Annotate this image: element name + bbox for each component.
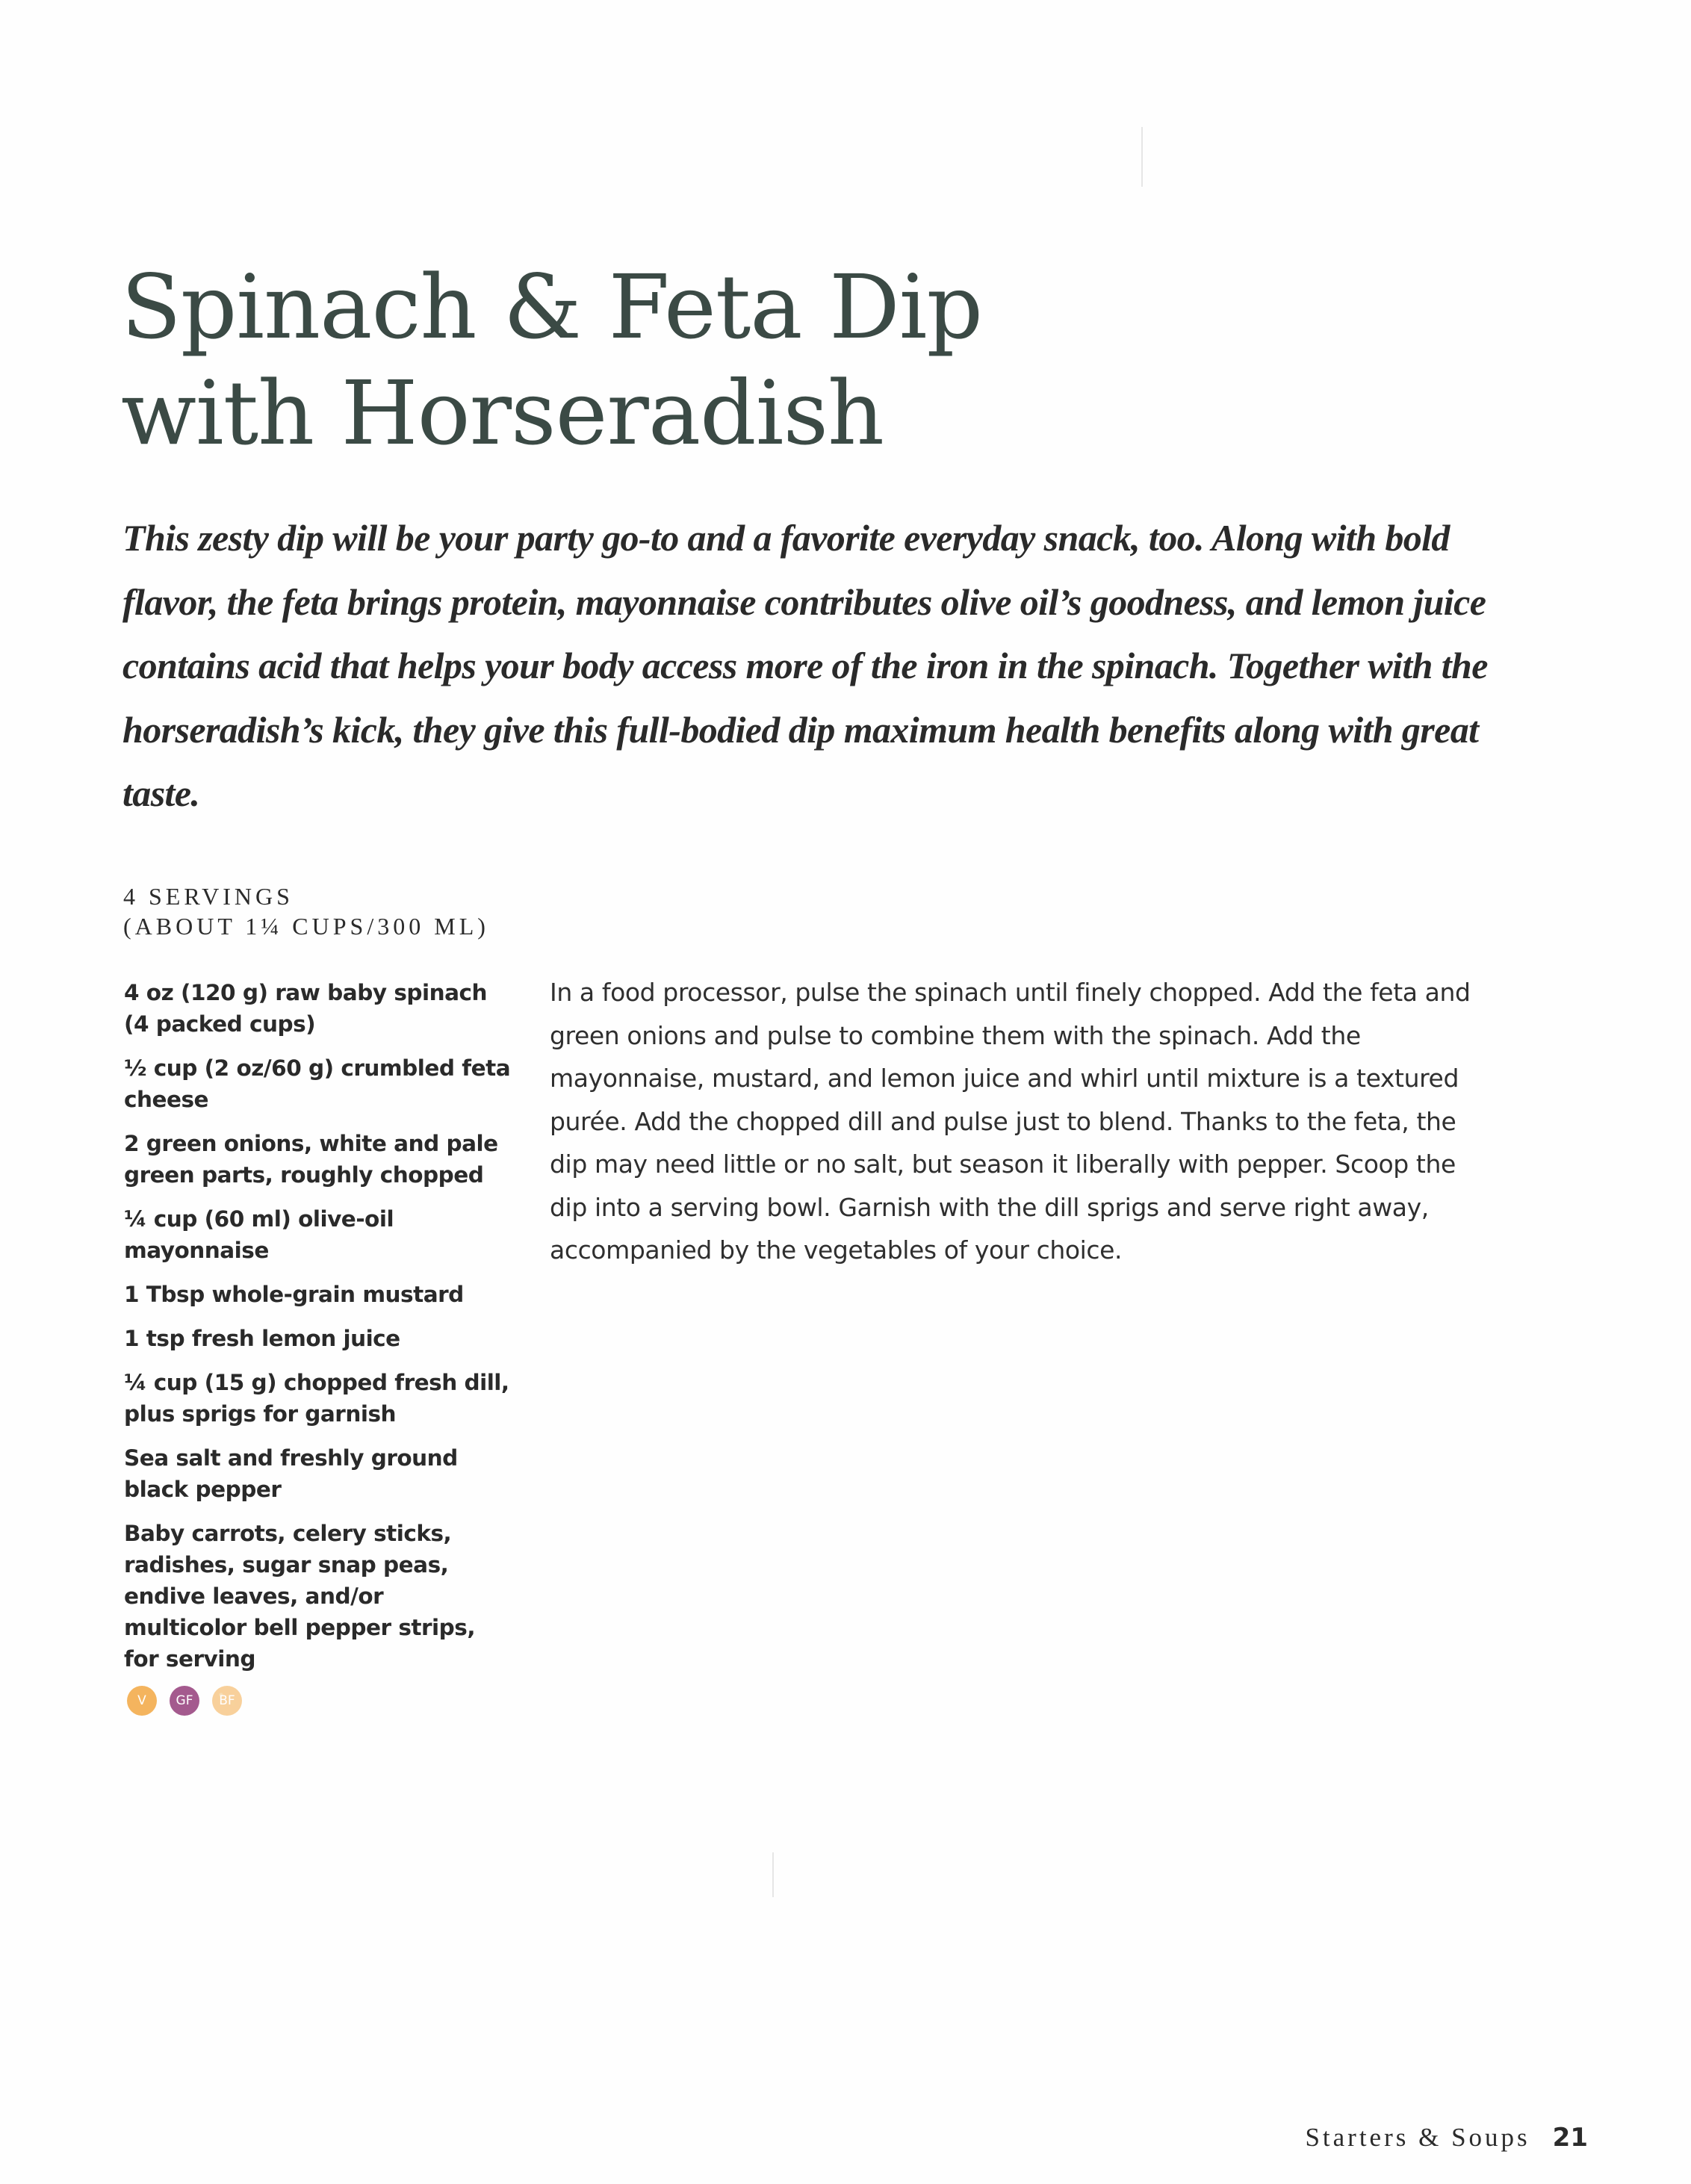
diet-badges [127,1686,242,1716]
ingredient-item: 1 Tbsp whole-grain mustard [124,1282,464,1307]
diet-badge-icon: BF [212,1686,242,1716]
scan-artifact [1141,127,1143,187]
page-number: 21 [1552,2123,1588,2153]
ingredient-item: ¼ cup (60 ml) olive-oil mayonnaise [124,1206,394,1263]
method-paragraph: In a food processor, pulse the spinach until finely chopped. Add the feta and green onions and pulse to combine them with the spinach. Add the mayonnaise, mustard, and lemon juice and whirl until mixture is a textured purée. Add the chopped dill and pulse just to blend. Thanks to the feta, the dip may need little or no salt, but season it liberally with pepper. Scoop the dip into a serving bowl. Garnish with the dill sprigs and serve right away, accompanied by the vegetables of your choice. [550,978,1471,1265]
ingredient-item: 1 tsp fresh lemon juice [124,1326,400,1351]
gluten-free-badge-icon: GF [170,1686,199,1716]
ingredient-item: 2 green onions, white and pale green parts, roughly chopped [124,1131,498,1188]
recipe-title [121,254,1092,466]
ingredient-item: ¼ cup (15 g) chopped fresh dill, plus sprigs for garnish [124,1370,509,1427]
servings-count: 4 SERVINGS [123,883,294,910]
ingredients-list [124,977,512,1687]
recipe-intro: This zesty dip will be your party go-to and a favorite everyday snack, too. Along with bold flavor, the feta brings protein, mayonnaise contributes olive oil’s goodness, and lemon juice contains acid that helps your body access more of the iron in the spinach. Together with the horseradish’s kick, they give this full-bodied dip maximum health benefits along with great taste. [122,517,1488,814]
recipe-title-line2: with Horseradish [121,362,884,465]
section-name: Starters & Soups [1305,2123,1530,2152]
page-footer [1305,2123,1588,2153]
servings-yield: (ABOUT 1¼ CUPS/300 ML) [123,913,489,940]
ingredient-item: Baby carrots, celery sticks, radishes, sugar snap peas, endive leaves, and/or multicolor bell pepper strips, for serving [124,1521,476,1672]
vegetarian-badge-icon: V [127,1686,157,1716]
servings-heading [123,881,489,941]
ingredient-item: 4 oz (120 g) raw baby spinach (4 packed cups) [124,980,488,1037]
ingredient-item: Sea salt and freshly ground black pepper [124,1445,458,1502]
ingredient-item: ½ cup (2 oz/60 g) crumbled feta cheese [124,1055,511,1112]
recipe-title-line1: Spinach & Feta Dip [121,255,983,359]
scan-artifact [772,1852,774,1897]
